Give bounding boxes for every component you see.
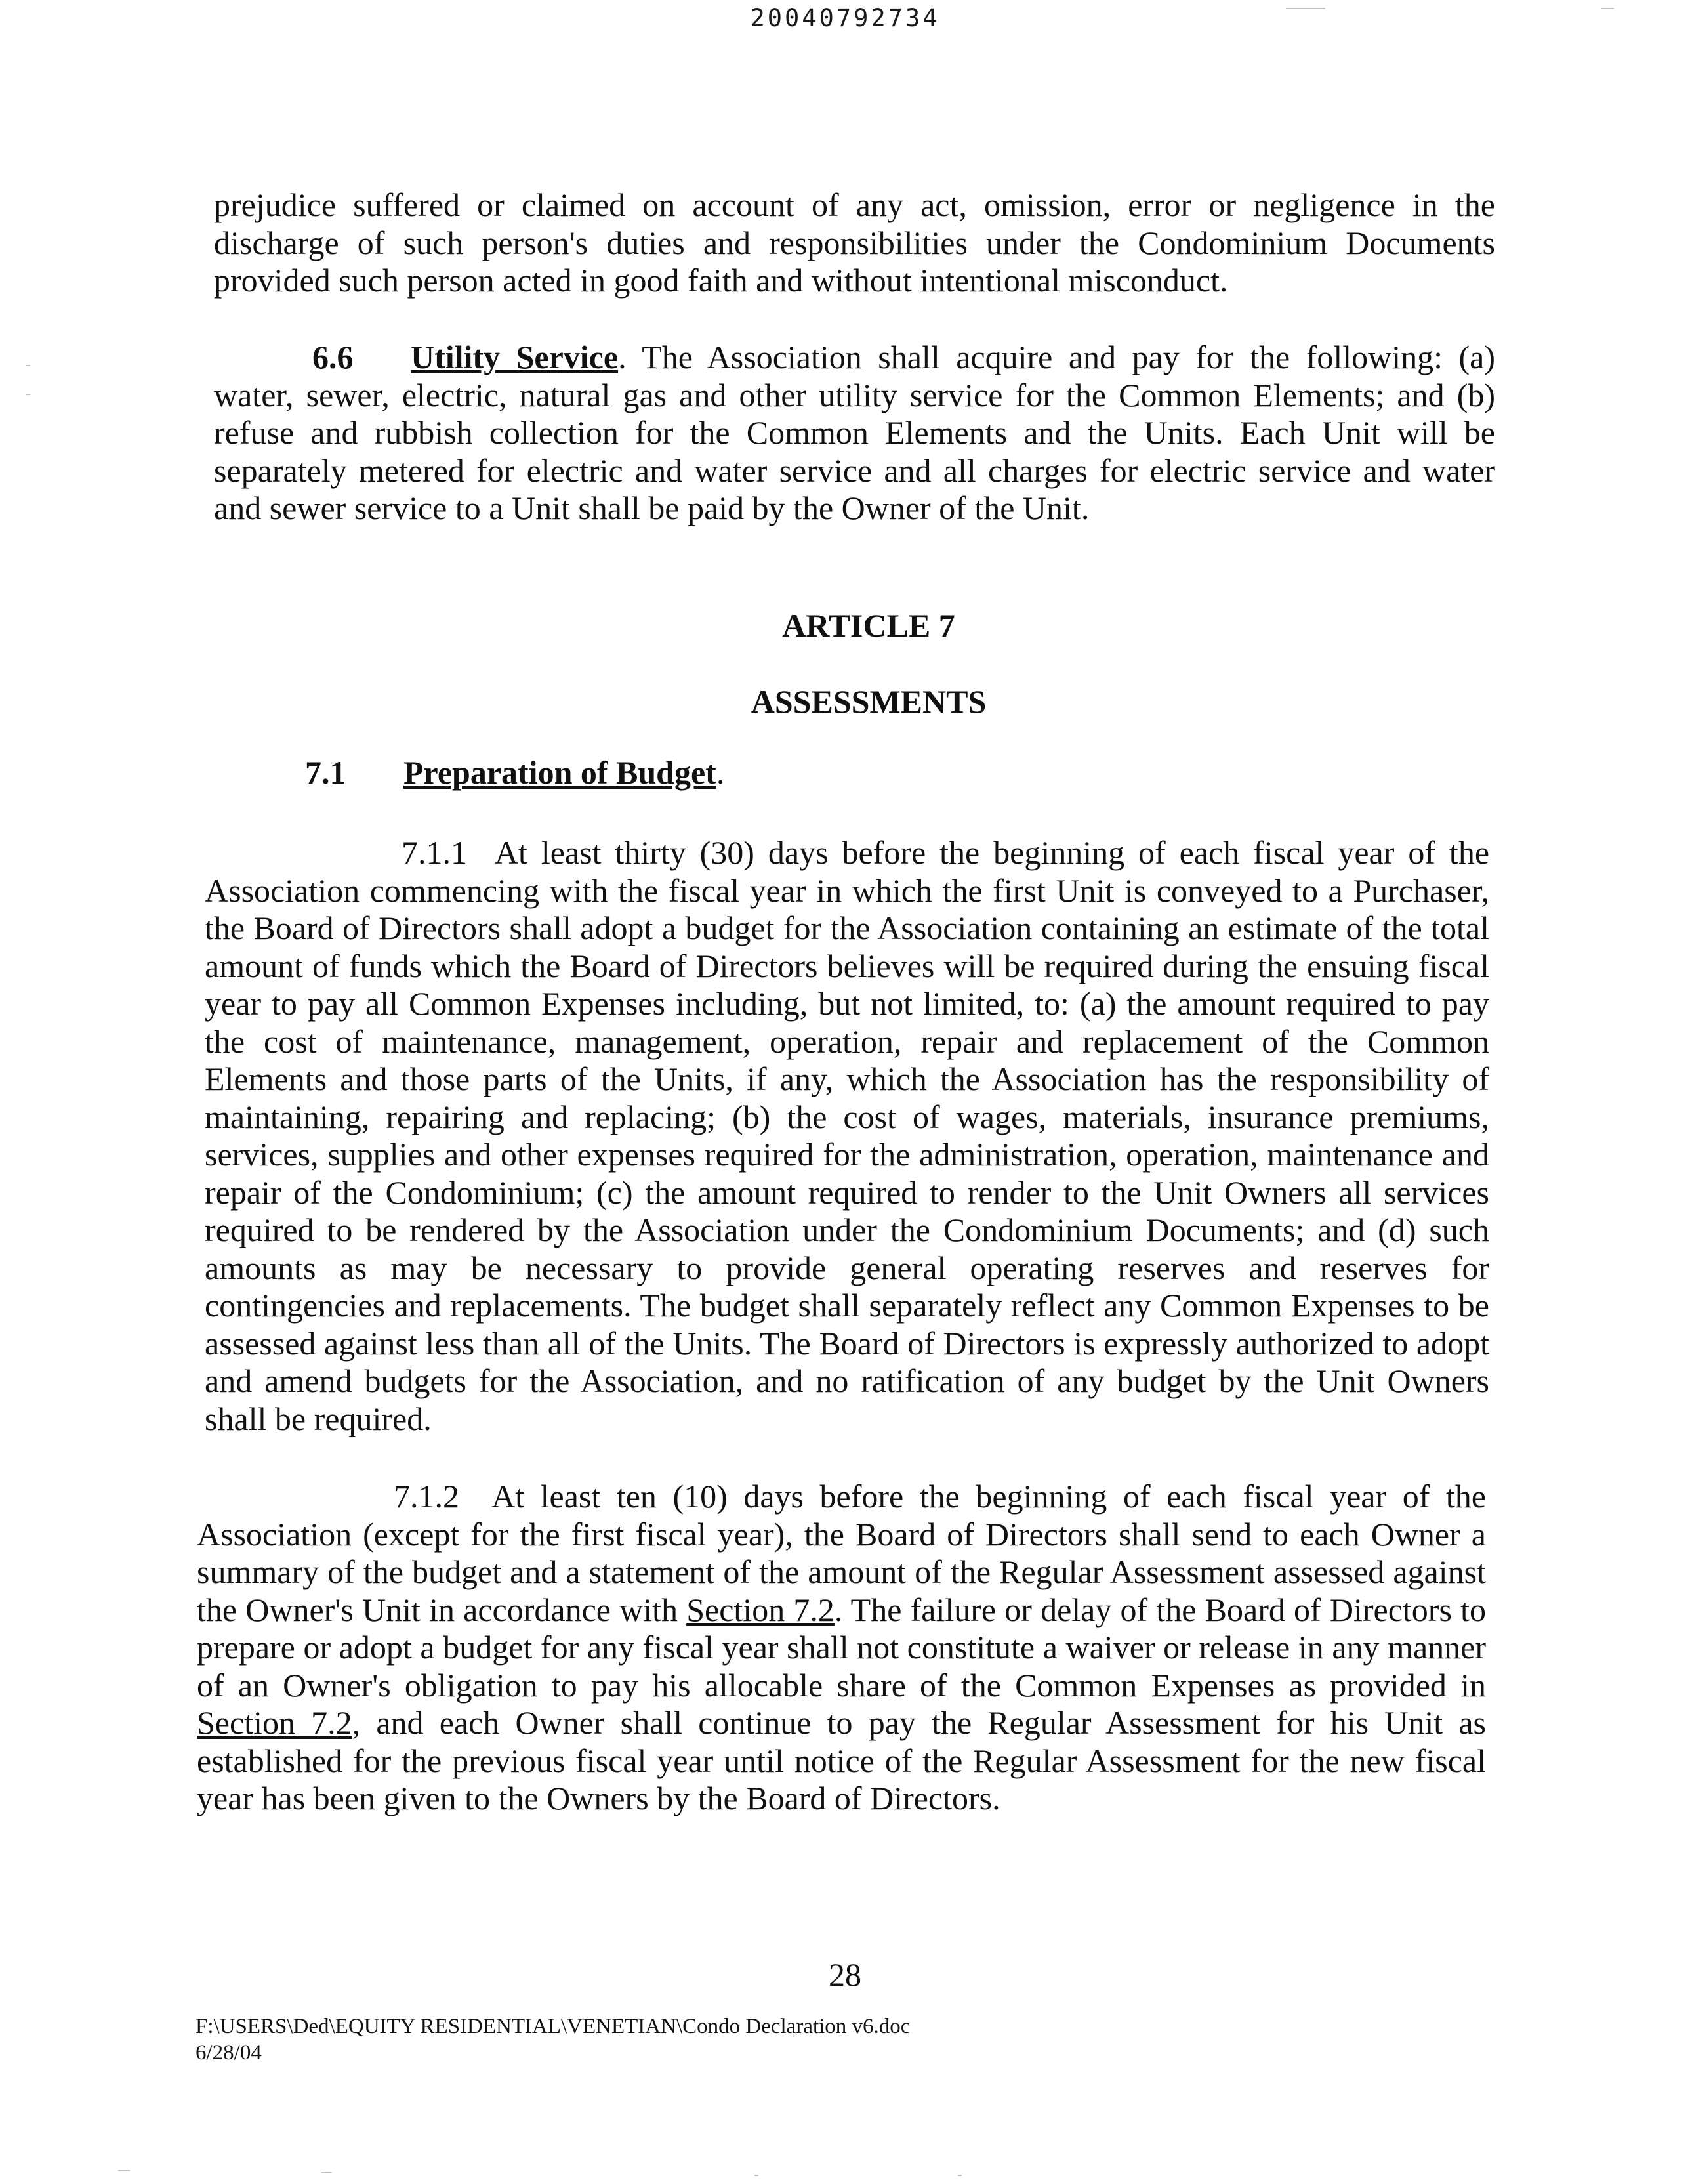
scan-speck [958, 2175, 962, 2176]
document-id: 20040792734 [750, 4, 940, 32]
subsection-number: 7.1.2 [394, 1478, 459, 1515]
subsection-number: 7.1.1 [402, 834, 467, 871]
scan-speck [1286, 8, 1325, 9]
subsection-body-b: . The failure or delay of the Board of Directors to prepare or adopt a budget for any fiscal year shall not constitute a waiver or release in any manner of an Owner's obligation to pay his allocable share of the Common Expenses as provided in [197, 1591, 1486, 1704]
page-number: 28 [829, 1956, 861, 1993]
section-number: 7.1 [305, 754, 346, 791]
scan-speck [1601, 8, 1614, 9]
subsection-body-a: At least ten (10) days before the beginning of each fiscal year of the Association (except for the first fiscal year), the Board of Directors shall send to each Owner a summary of the budget and a statement of the amount of the Regular Assessment assessed against the Owner's Unit in accordance with [197, 1478, 1486, 1628]
footer-date: 6/28/04 [196, 2041, 262, 2065]
section-reference: Section 7.2 [197, 1704, 352, 1741]
heading-period: . [716, 754, 725, 791]
section-heading: Preparation of Budget [403, 754, 716, 791]
section-7-1-2 [197, 1478, 1486, 1818]
scan-speck [754, 2175, 758, 2176]
scan-speck [26, 365, 30, 366]
section-6-6 [214, 339, 1495, 528]
scan-speck [118, 2170, 130, 2171]
section-reference: Section 7.2 [686, 1591, 835, 1628]
scan-speck [26, 394, 30, 395]
article-title: ASSESSMENTS [751, 683, 987, 720]
paragraph-continuation: prejudice suffered or claimed on account of any act, omission, error or negligence in the discharge of such person's duties and responsibilities under the Condominium Documents provided such person acted in good faith and without intentional misconduct. [214, 186, 1495, 299]
section-7-1-1 [205, 834, 1489, 1438]
section-heading: Utility Service [411, 339, 619, 375]
scan-speck [321, 2172, 332, 2174]
section-number: 6.6 [312, 339, 354, 375]
section-7-1-heading [305, 753, 724, 791]
subsection-body: At least thirty (30) days before the beginning of each fiscal year of the Association commencing with the fiscal year in which the first Unit is conveyed to a Purchaser, the Board of Directors shall adopt a budget for the Association containing an estimate of the total amount of funds which the Board of Directors believes will be required during the ensuing fiscal year to pay all Common Expenses including, but not limited, to: (a) the amount required to pay the cost of maintenance, management, operation, repair and replacement of the Common Elements and those parts of the Units, if any, which the Association has the responsibility of maintaining, repairing and replacing; (b) the cost of wages, materials, insurance premiums, services, supplies and other expenses required for the administration, operation, maintenance and repair of the Condominium; (c) the amount required to render to the Unit Owners all services required to be rendered by the Association under the Condominium Documents; and (d) such amounts as may be necessary to provide general operating reserves and reserves for contingencies and replacements. The budget shall separately reflect any Common Expenses to be assessed against less than all of the Units. The Board of Directors is expressly authorized to adopt and amend budgets for the Association, and no ratification of any budget by the Unit Owners shall be required. [205, 834, 1490, 1437]
subsection-body-c: , and each Owner shall continue to pay the Regular Assessment for his Unit as established for the previous fiscal year until notice of the Regular Assessment for the new fiscal year has been given to the Owners by the Board of Directors. [197, 1704, 1486, 1816]
section-body: . The Association shall acquire and pay for the following: (a) water, sewer, electric, natural gas and other utility service for the Common Elements; and (b) refuse and rubbish collection for the Common Elements and the Units. Each Unit will be separately metered for electric and water service and all charges for electric service and water and sewer service to a Unit shall be paid by the Owner of the Unit. [214, 339, 1496, 526]
article-number: ARTICLE 7 [782, 607, 955, 644]
footer-file-path: F:\USERS\Ded\EQUITY RESIDENTIAL\VENETIAN\Condo Declaration v6.doc [196, 2015, 911, 2038]
